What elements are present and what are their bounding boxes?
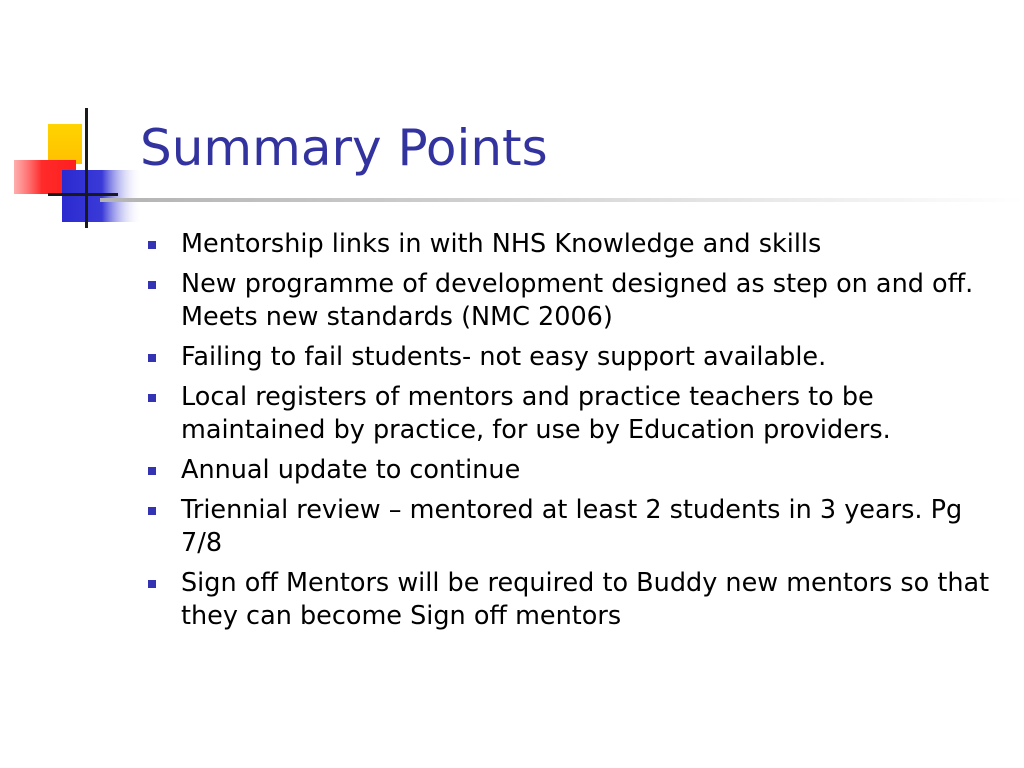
square-bullet-icon xyxy=(148,354,156,362)
square-bullet-icon xyxy=(148,281,156,289)
bullet-item xyxy=(145,454,1005,487)
bullet-item xyxy=(145,341,1005,374)
bullet-list xyxy=(145,228,1005,640)
bullet-item xyxy=(145,494,1005,560)
corner-decoration-graphic xyxy=(0,0,150,240)
bullet-item xyxy=(145,228,1005,261)
square-bullet-icon xyxy=(148,467,156,475)
bullet-item xyxy=(145,567,1005,633)
slide-title: Summary Points xyxy=(140,119,548,177)
bullet-text: Triennial review – mentored at least 2 students in 3 years. Pg 7/8 xyxy=(181,495,963,558)
title-underline xyxy=(100,198,1024,202)
square-bullet-icon xyxy=(148,580,156,588)
square-bullet-icon xyxy=(148,507,156,515)
bullet-text: Mentorship links in with NHS Knowledge and skills xyxy=(181,229,822,259)
bullet-text: Annual update to continue xyxy=(181,455,521,485)
bullet-text: Local registers of mentors and practice teachers to be maintained by practice, for use by Education providers. xyxy=(181,382,891,445)
bullet-text: Failing to fail students- not easy support available. xyxy=(181,342,827,372)
bullet-item xyxy=(145,268,1005,334)
bullet-text: New programme of development designed as step on and off. Meets new standards (NMC 2006) xyxy=(181,269,974,332)
square-bullet-icon xyxy=(148,394,156,402)
square-bullet-icon xyxy=(148,241,156,249)
bullet-item xyxy=(145,381,1005,447)
bullet-text: Sign off Mentors will be required to Buddy new mentors so that they can become Sign off mentors xyxy=(181,568,990,631)
